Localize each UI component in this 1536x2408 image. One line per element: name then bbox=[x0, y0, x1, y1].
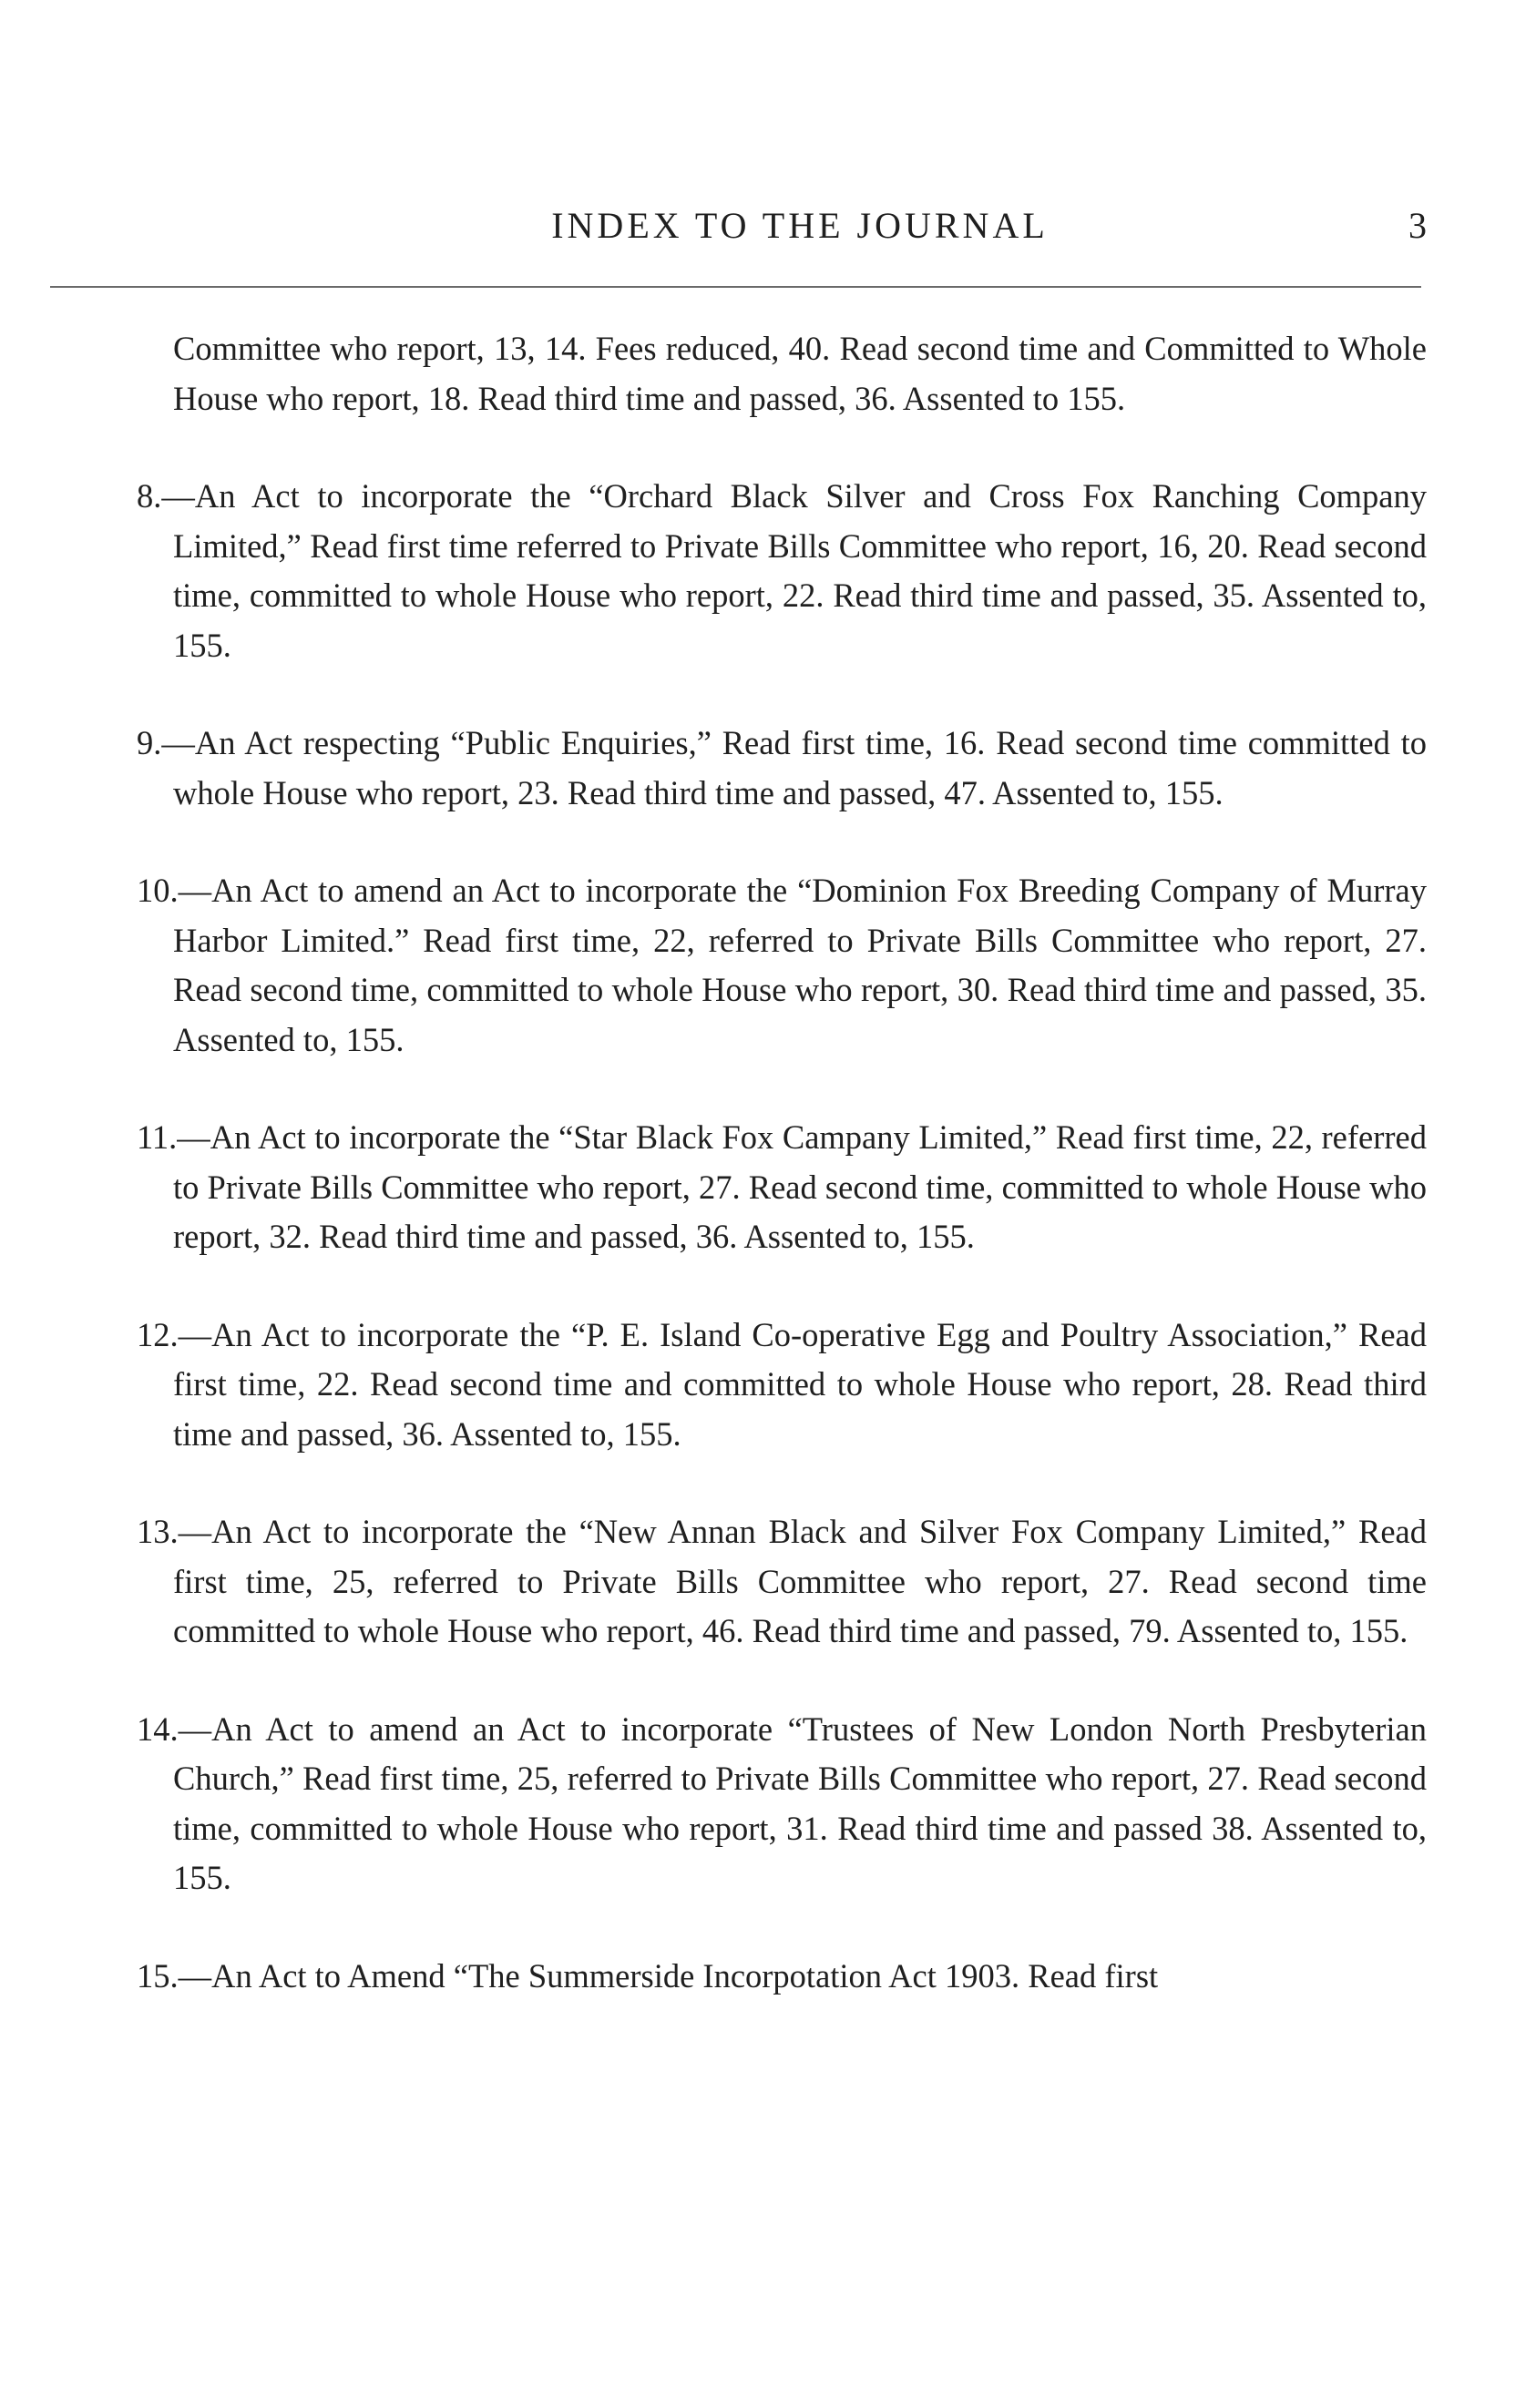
entry-text: An Act to amend an Act to incorporate the “Dominion Fox Breeding Company of Murray Harbor Limited.” Read first time, 22, referred to Private Bills Committee who report, 27. Read second time, committed to whole House who report, 30. Read third time and passed, 35. Assented to, 155. bbox=[173, 872, 1427, 1058]
header-rule bbox=[50, 286, 1421, 288]
entry-text: An Act respecting “Public Enquiries,” Read first time, 16. Read second time committed to whole House who report, 23. Read third time and passed, 47. Assented to, 155. bbox=[173, 724, 1427, 811]
index-entry: 12.—An Act to incorporate the “P. E. Island Co-operative Egg and Poultry Association,” Read first time, 22. Read second time and committed to whole House who report, 28. Read third time and passed, 36. Assented to, 155. bbox=[137, 1315, 1427, 1453]
index-entry: 8.—An Act to incorporate the “Orchard Black Silver and Cross Fox Ranching Company Limited,” Read first time referred to Private Bills Committee who report, 16, 20. Read second time, committed to whole House who report, 22. Read third time and passed, 35. Assented to, 155. bbox=[137, 477, 1427, 664]
entry-number: 8. bbox=[137, 477, 162, 515]
index-entry: 15.—An Act to Amend “The Summerside Incorpotation Act 1903. Read first bbox=[137, 1956, 1159, 1995]
entry-text: An Act to amend an Act to incorporate “Trustees of New London North Presbyterian Church,” Read first time, 25, referred to Private Bills Committee who report, 27. Read second time, committed to whole House who report, 31. Read third time and passed 38. Assented to, 155. bbox=[173, 1709, 1427, 1896]
index-entry: 9.—An Act respecting “Public Enquiries,” Read first time, 16. Read second time committed to whole House who report, 23. Read third time and passed, 47. Assented to, 155. bbox=[137, 724, 1427, 811]
entry-number: 15. bbox=[137, 1956, 179, 1995]
entry-number: 10. bbox=[137, 872, 179, 909]
entry-text: An Act to incorporate the “Orchard Black Silver and Cross Fox Ranching Company Limited,” Read first time referred to Private Bills Committee who report, 16, 20. Read second time, committed to whole House who report, 22. Read third time and passed, 35. Assented to, 155. bbox=[173, 477, 1427, 664]
index-entry: 13.—An Act to incorporate the “New Annan Black and Silver Fox Company Limited,” Read first time, 25, referred to Private Bills Committee who report, 27. Read second time committed to whole House who report, 46. Read third time and passed, 79. Assented to, 155. bbox=[137, 1513, 1427, 1649]
running-title: INDEX TO THE JOURNAL bbox=[551, 205, 1049, 246]
entry-number: 13. bbox=[137, 1513, 179, 1550]
entry-number: 14. bbox=[137, 1709, 179, 1748]
entry-number: 12. bbox=[137, 1315, 179, 1353]
entry-text: An Act to incorporate the “Star Black Fox Campany Limited,” Read first time, 22, referred to Private Bills Committee who report, 27. Read second time, committed to whole House who report, 32. Read third time and passed, 36. Assented to, 155. bbox=[173, 1118, 1427, 1255]
entry-text: An Act to incorporate the “P. E. Island Co-operative Egg and Poultry Association,” Read first time, 22. Read second time and committed to whole House who report, 28. Read third time and passed, 36. Assented to, 155. bbox=[173, 1315, 1427, 1453]
continued-entry bbox=[173, 324, 1427, 423]
entry-text: An Act to incorporate the “New Annan Black and Silver Fox Company Limited,” Read first time, 25, referred to Private Bills Committee who report, 27. Read second time committed to whole House who report, 46. Read third time and passed, 79. Assented to, 155. bbox=[173, 1513, 1427, 1649]
continued-entry-text: Committee who report, 13, 14. Fees reduced, 40. Read second time and Committed to Whole House who report, 18. Read third time and passed, 36. Assented to 155. bbox=[173, 330, 1427, 417]
entry-number: 11. bbox=[137, 1118, 178, 1156]
index-entry: 10.—An Act to amend an Act to incorporate the “Dominion Fox Breeding Company of Murray Harbor Limited.” Read first time, 22, referred to Private Bills Committee who report, 27. Read second time, committed to whole House who report, 30. Read third time and passed, 35. Assented to, 155. bbox=[137, 872, 1427, 1058]
page-number: 3 bbox=[1408, 205, 1427, 246]
entry-number: 9. bbox=[137, 724, 162, 761]
index-entry: 14.—An Act to amend an Act to incorporate “Trustees of New London North Presbyterian Church,” Read first time, 25, referred to Private Bills Committee who report, 27. Read second time, committed to whole House who report, 31. Read third time and passed 38. Assented to, 155. bbox=[137, 1709, 1427, 1896]
index-entry: 11.—An Act to incorporate the “Star Black Fox Campany Limited,” Read first time, 22, referred to Private Bills Committee who report, 27. Read second time, committed to whole House who report, 32. Read third time and passed, 36. Assented to, 155. bbox=[137, 1118, 1427, 1255]
index-content bbox=[137, 324, 1427, 2049]
page-header bbox=[173, 202, 1427, 250]
entry-text: An Act to Amend “The Summerside Incorpotation Act 1903. Read first bbox=[211, 1956, 1159, 1995]
